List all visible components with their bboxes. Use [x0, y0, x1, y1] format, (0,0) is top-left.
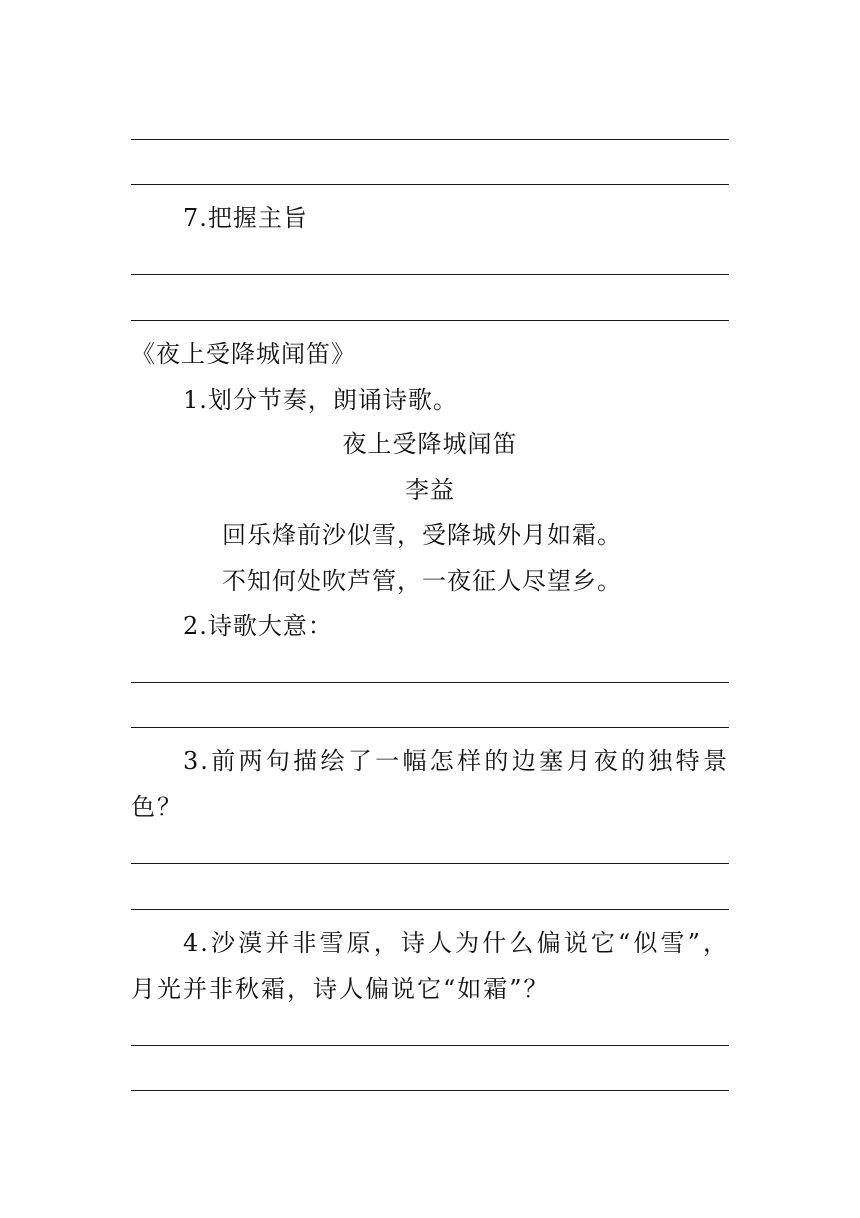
poem-section-heading: 《夜上受降城闻笛》 — [131, 340, 356, 368]
poem-line-1: 回乐烽前沙似雪，受降城外月如霜。 — [222, 521, 622, 549]
question-4-text: 4.沙漠并非雪原，诗人为什么偏说它“似雪”，月光并非秋霜，诗人偏说它“如霜”？ — [131, 929, 729, 1003]
answer-line — [131, 1045, 729, 1046]
answer-line — [131, 727, 729, 728]
answer-line — [131, 139, 729, 140]
question-2-label: 2.诗歌大意： — [183, 612, 333, 640]
question-7-label: 7.把握主旨 — [183, 204, 308, 232]
answer-line — [131, 863, 729, 864]
answer-line — [131, 909, 729, 910]
poem-author: 李益 — [405, 476, 455, 504]
question-1-label: 1.划分节奏，朗诵诗歌。 — [183, 386, 458, 414]
answer-line — [131, 682, 729, 683]
answer-line — [131, 320, 729, 321]
answer-line — [131, 184, 729, 185]
poem-line-2: 不知何处吹芦管，一夜征人尽望乡。 — [222, 567, 622, 595]
answer-line — [131, 274, 729, 275]
answer-line — [131, 1090, 729, 1091]
question-3-text: 3.前两句描绘了一幅怎样的边塞月夜的独特景色？ — [131, 747, 729, 821]
poem-title: 夜上受降城闻笛 — [342, 430, 518, 458]
